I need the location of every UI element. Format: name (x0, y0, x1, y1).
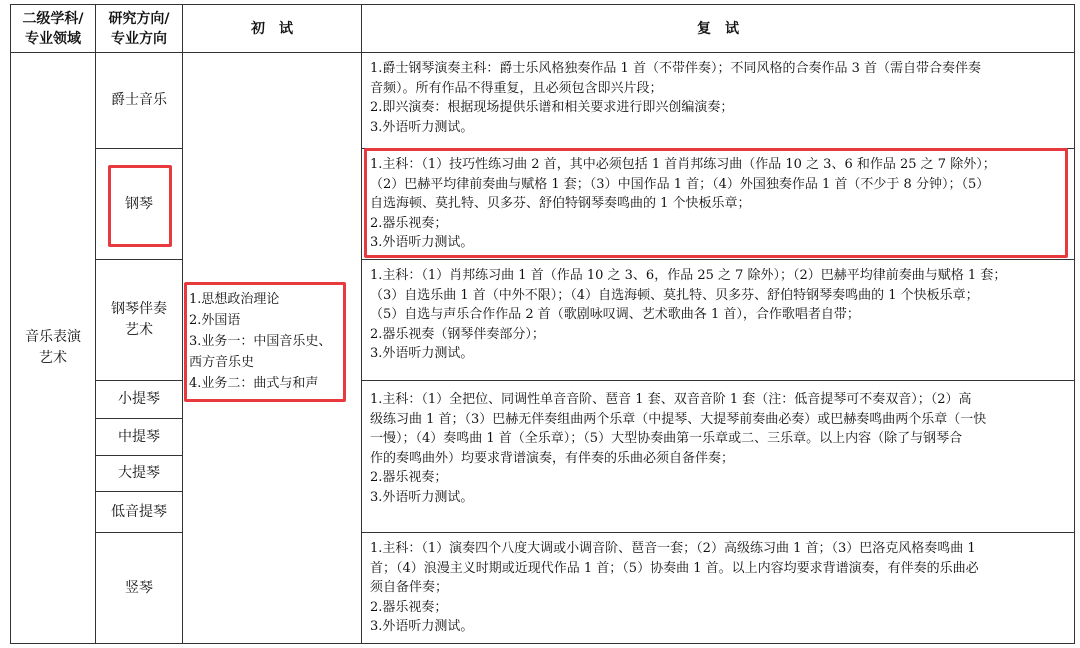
retest-line: 2.即兴演奏：根据现场提供乐谱和相关要求进行即兴创编演奏； (370, 100, 734, 115)
retest-line: 3.外语听力测试。 (370, 619, 474, 634)
highlight-piano-direction (108, 165, 172, 247)
direction-viola-label: 中提琴 (118, 428, 160, 445)
retest-line: 须自备伴奏； (370, 580, 449, 595)
row-divider-piano-retest (361, 259, 1075, 260)
direction-jazz (96, 53, 182, 148)
row-divider-accomp-retest (361, 380, 1075, 381)
highlight-piano-retest (364, 148, 1068, 258)
header-retest (362, 5, 1074, 52)
header-discipline-line1: 二级学科/ (22, 10, 84, 27)
direction-cello-label: 大提琴 (118, 465, 160, 481)
discipline-line1: 音乐表演 (25, 329, 81, 345)
direction-viola (96, 419, 182, 455)
retest-line: 1.主科：（1）肖邦练习曲 1 首（作品 10 之 3、6，作品 25 之 7 除外）；（2）巴赫平均律前奏曲与赋格 1 套； (370, 268, 1007, 283)
retest-line: 作的奏鸣曲外）均要求背谱演奏，有伴奏的乐曲必须自备伴奏； (370, 450, 735, 466)
direction-piano-accompaniment (96, 260, 182, 380)
retest-line: 1.主科：（1）技巧性练习曲 2 首，其中必须包括 1 首肖邦练习曲（作品 10 之 3、6 和作品 25 之 7 除外）； (370, 157, 996, 172)
discipline-line2: 艺术 (39, 350, 67, 366)
retest-line: 1.主科：（1）全把位、同调性单音音阶、琶音 1 套、双音音阶 1 套（注：低音提琴可不奏双音）；（2）高 (370, 392, 972, 407)
preliminary-item: 2.外国语 (189, 313, 241, 328)
direction-cello (96, 456, 182, 491)
header-preliminary-label: 初 试 (251, 20, 293, 37)
retest-line: 2.器乐视奏； (370, 599, 448, 615)
row-divider-bass-retest (361, 532, 1075, 533)
retest-line: 自选海顿、莫扎特、贝多芬、舒伯特钢琴奏鸣曲的 1 个快板乐章； (370, 196, 751, 211)
direction-bass-label: 低音提琴 (111, 503, 167, 520)
header-discipline-line2: 专业领域 (25, 30, 81, 47)
retest-harp (362, 537, 1074, 643)
retest-line: 3.外语听力测试。 (370, 235, 474, 250)
direction-jazz-label: 爵士音乐 (111, 92, 167, 108)
direction-double-bass (96, 492, 182, 532)
preliminary-item: 1.思想政治理论 (189, 292, 280, 307)
table-right-border (1074, 4, 1075, 644)
preliminary-item: 西方音乐史 (189, 355, 255, 370)
retest-line: 音频）。所有作品不得重复，且必须包含即兴片段； (370, 80, 663, 96)
direction-harp-label: 竖琴 (125, 579, 153, 596)
direction-accomp-line1: 钢琴伴奏 (111, 301, 167, 317)
retest-line: 首；（4）浪漫主义时期或近现代作品 1 首；（5）协奏曲 1 首。以上内容均要求背谱演奏，有伴奏的乐曲必 (370, 560, 979, 576)
direction-piano-label: 钢琴 (125, 195, 153, 212)
retest-line: 3.外语听力测试。 (370, 489, 474, 505)
header-preliminary (183, 5, 361, 52)
retest-line: 1.爵士钢琴演奏主科：爵士乐风格独奏作品 1 首（不带伴奏）；不同风格的合奏作品 3 首（需自带合奏伴奏 (370, 61, 981, 76)
retest-line: （5）自选与声乐合作作品 2 首（歌剧咏叹调、艺术歌曲各 1 首），合作歌唱者自带； (370, 307, 860, 322)
header-direction-line1: 研究方向/ (108, 10, 170, 27)
retest-line: （2）巴赫平均律前奏曲与赋格 1 套；（3）中国作品 1 首；（4）外国独奏作品 1 首（不少于 8 分钟）；（5） (370, 176, 990, 192)
retest-line: 3.外语听力测试。 (370, 119, 474, 135)
discipline-cell (11, 53, 95, 643)
header-retest-label: 复 试 (697, 20, 739, 37)
preliminary-item: 4.业务二：曲式与和声 (189, 376, 319, 391)
retest-line: 一慢）；（4）奏鸣曲 1 首（全乐章）；（5）大型协奏曲第一乐章或二、三乐章。以上内容（除了与钢琴合 (370, 431, 963, 446)
retest-strings (362, 388, 1074, 532)
retest-piano-accompaniment (362, 264, 1074, 380)
retest-line: 级练习曲 1 首；（3）巴赫无伴奏组曲两个乐章（中提琴、大提琴前奏曲必奏）或巴赫奏鸣曲两个乐章（一快 (370, 411, 987, 427)
header-discipline (11, 5, 95, 52)
direction-accomp-line2: 艺术 (125, 322, 153, 338)
retest-line: （3）自选乐曲 1 首（中外不限）；（4）自选海顿、莫扎特、贝多芬、舒伯特钢琴奏鸣曲的 1 个快板乐章； (370, 287, 979, 303)
retest-line: 2.器乐视奏； (370, 215, 448, 231)
header-direction (96, 5, 182, 52)
retest-jazz (362, 57, 1074, 148)
direction-violin (96, 381, 182, 418)
retest-line: 3.外语听力测试。 (370, 346, 474, 361)
retest-line: 1.主科：（1）演奏四个八度大调或小调音阶、琶音一套；（2）高级练习曲 1 首；（3）巴洛克风格奏鸣曲 1 (370, 541, 976, 556)
direction-violin-label: 小提琴 (118, 391, 160, 407)
table-bottom-border (10, 643, 1075, 644)
retest-line: 2.器乐视奏； (370, 470, 448, 485)
direction-harp (96, 533, 182, 643)
preliminary-item: 3.业务一：中国音乐史、 (189, 334, 332, 349)
header-direction-line2: 专业方向 (111, 30, 167, 47)
highlight-preliminary (184, 282, 346, 402)
retest-line: 2.器乐视奏（钢琴伴奏部分）； (370, 326, 545, 342)
